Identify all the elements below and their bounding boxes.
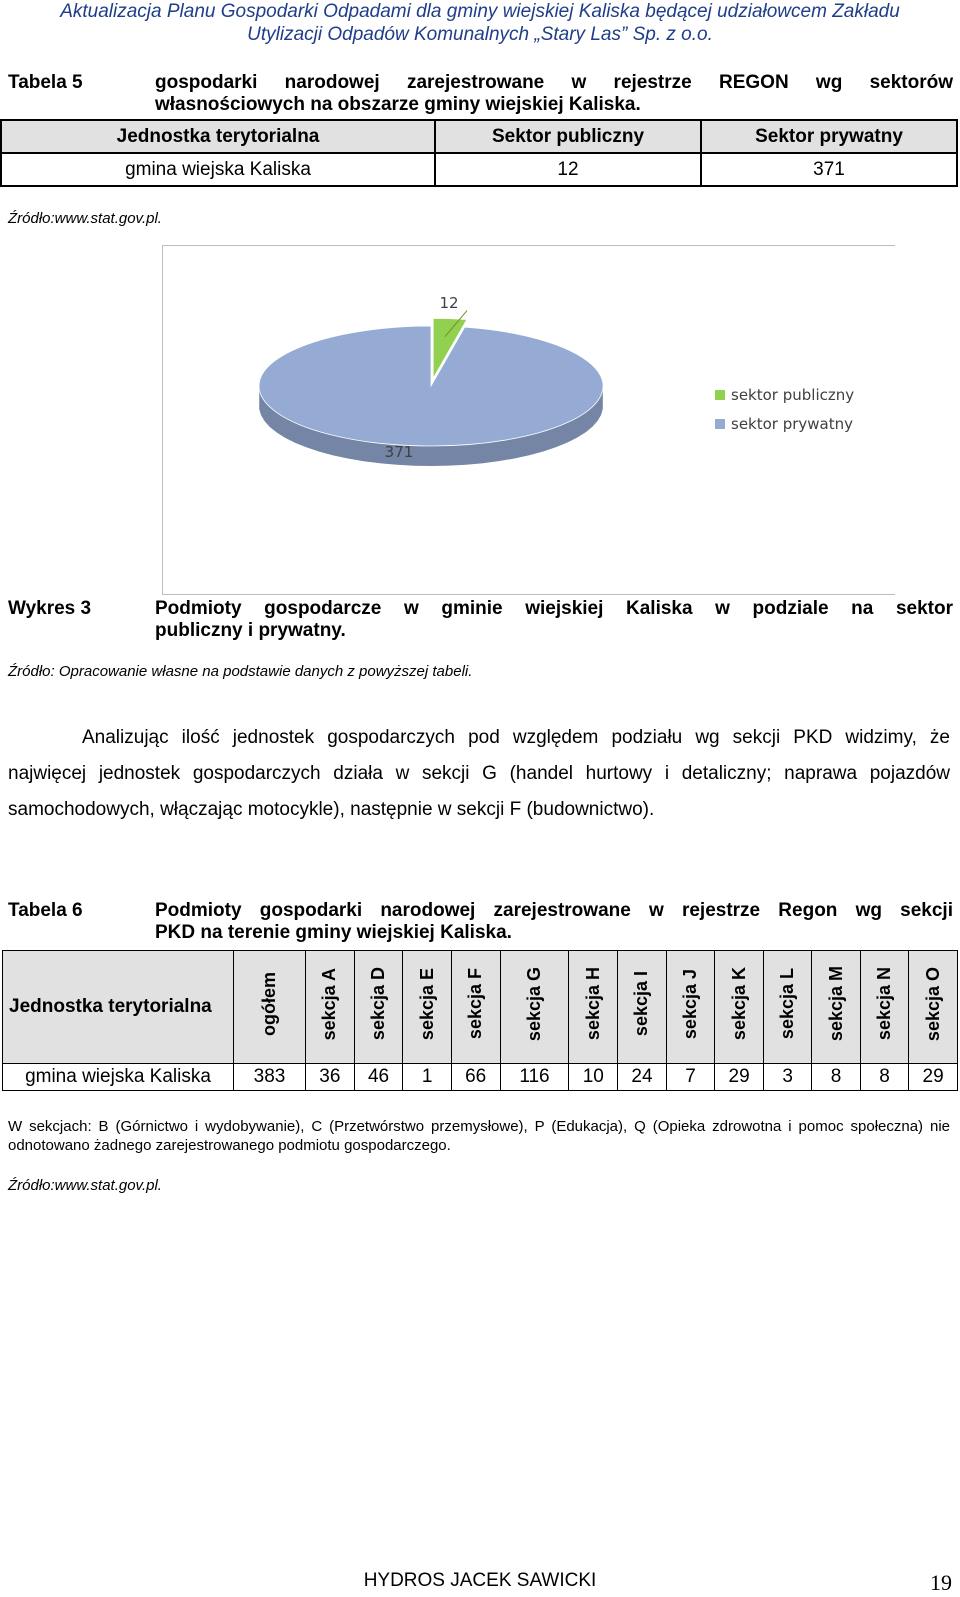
table6-header-text: sekcja J [680,968,701,1040]
table6-row [3,1064,958,1091]
table5-header-row [1,120,957,153]
document-header [0,0,960,46]
table5-source: Źródło:www.stat.gov.pl. [8,210,162,227]
table6-header-text: sekcja M [825,966,846,1042]
data-label-publiczny: 12 [439,294,459,312]
table6-cell: 116 [500,1064,569,1091]
body-paragraph [8,720,950,828]
legend-label: sektor publiczny [731,386,855,404]
figure3-caption [155,598,953,642]
table6-header-cell [234,951,306,1064]
table5 [0,119,958,187]
table6-header-cell [909,951,958,1064]
table5-row [1,153,957,186]
table6-cell: 24 [618,1064,667,1091]
header-line-1: Aktualizacja Planu Gospodarki Odpadami dla gminy wiejskiej Kaliska będącej udziałowcem Zakładu [60,1,900,22]
footer-company: HYDROS JACEK SAWICKI [363,1570,597,1591]
data-label-prywatny: 371 [384,443,414,461]
table5-caption [155,72,953,116]
table6-header-text: sekcja O [922,966,943,1042]
table6-header-cell [569,951,618,1064]
page-number: 19 [930,1570,952,1595]
table6-caption [155,900,953,944]
table6-cell: 29 [909,1064,958,1091]
chart-frame [162,245,895,595]
table6-caption-line-1: Podmioty gospodarki narodowej zarejestrowane w rejestrze Regon wg sekcji [155,900,953,921]
table6-header-text: sekcja A [319,967,340,1041]
table6-note: W sekcjach: B (Górnictwo i wydobywanie), C (Przetwórstwo przemysłowe), P (Edukacja), Q (Opieka zdrowotna i pomoc społeczna) nie odnotowano żadnego zarejestrowanego podmiotu gospodarczego. [8,1118,950,1154]
table6-header-text: sekcja G [523,966,544,1042]
table6-header-cell [715,951,764,1064]
table6-header-cell [763,951,811,1064]
pie-slice-sektor-prywatny [259,326,603,446]
table5-cell: 12 [435,153,701,186]
table6-header-cell [403,951,451,1064]
figure3-label: Wykres 3 [8,598,92,619]
table6 [2,950,958,1091]
paragraph-line-3: samochodowych, włączając motocykle), następnie w sekcji F (budownictwo). [8,799,655,820]
paragraph-line-2: najwięcej jednostek gospodarczych działa w sekcji G (handel hurtowy i detaliczny; naprawa pojazdów [8,763,950,784]
table6-header-cell [860,951,908,1064]
table6-cell: 66 [451,1064,500,1091]
table5-label: Tabela 5 [8,72,83,93]
table6-header-cell [666,951,714,1064]
table6-header-text: sekcja E [416,967,437,1041]
table6-cell: 8 [860,1064,908,1091]
table5-caption-line-1: gospodarki narodowej zarejestrowane w rejestrze REGON wg sektorów [155,72,953,93]
table6-header-text: sekcja H [582,967,603,1041]
table6-header-text: sekcja N [873,967,894,1041]
figure3-caption-line-2: publiczny i prywatny. [155,620,346,641]
table6-header-cell [305,951,354,1064]
table6-cell: 36 [305,1064,354,1091]
table6-header-cell [500,951,569,1064]
header-line-2: Utylizacji Odpadów Komunalnych „Stary Las” Sp. z o.o. [247,24,713,45]
table6-cell: 8 [812,1064,860,1091]
table6-label: Tabela 6 [8,900,83,921]
table6-cell: 29 [715,1064,764,1091]
table6-header-cell [451,951,500,1064]
legend-swatch [715,419,725,429]
table6-cell: 10 [569,1064,618,1091]
table6-header-cell [812,951,860,1064]
table6-header-text: sekcja L [777,968,798,1040]
table6-header-cell [354,951,403,1064]
pie-chart [163,246,895,594]
table5-caption-line-2: własnościowych na obszarze gminy wiejskiej Kaliska. [155,94,641,115]
paragraph-line-1: Analizując ilość jednostek gospodarczych pod względem podziału wg sekcji PKD widzimy, że [82,727,950,748]
figure3-caption-line-1: Podmioty gospodarcze w gminie wiejskiej Kaliska w podziale na sektor [155,598,953,619]
figure3-source: Źródło: Opracowanie własne na podstawie danych z powyższej tabeli. [8,663,473,680]
table6-row-label: gmina wiejska Kaliska [3,1064,234,1091]
table6-caption-line-2: PKD na terenie gminy wiejskiej Kaliska. [155,922,512,943]
table6-source: Źródło:www.stat.gov.pl. [8,1177,162,1194]
table6-cell: 1 [403,1064,451,1091]
table6-header-text: sekcja K [728,967,749,1041]
table5-cell: 371 [701,153,957,186]
table6-cell: 383 [234,1064,306,1091]
table5-header-cell: Sektor publiczny [435,120,701,153]
legend-swatch [715,390,725,400]
table5-header-cell: Sektor prywatny [701,120,957,153]
table5-cell: gmina wiejska Kaliska [1,153,435,186]
table6-cell: 7 [666,1064,714,1091]
legend-label: sektor prywatny [731,415,854,433]
table6-cell: 3 [763,1064,811,1091]
table6-header-text: ogółem [258,971,279,1036]
table6-header-text: sekcja D [368,967,389,1041]
table5-header-cell: Jednostka terytorialna [1,120,435,153]
table6-header-text: sekcja F [465,968,486,1040]
table6-cell: 46 [354,1064,403,1091]
table6-first-header: Jednostka terytorialna [3,951,234,1064]
table6-header-row [3,951,958,1064]
table6-header-text: sekcja I [631,971,652,1037]
table6-header-cell [618,951,667,1064]
